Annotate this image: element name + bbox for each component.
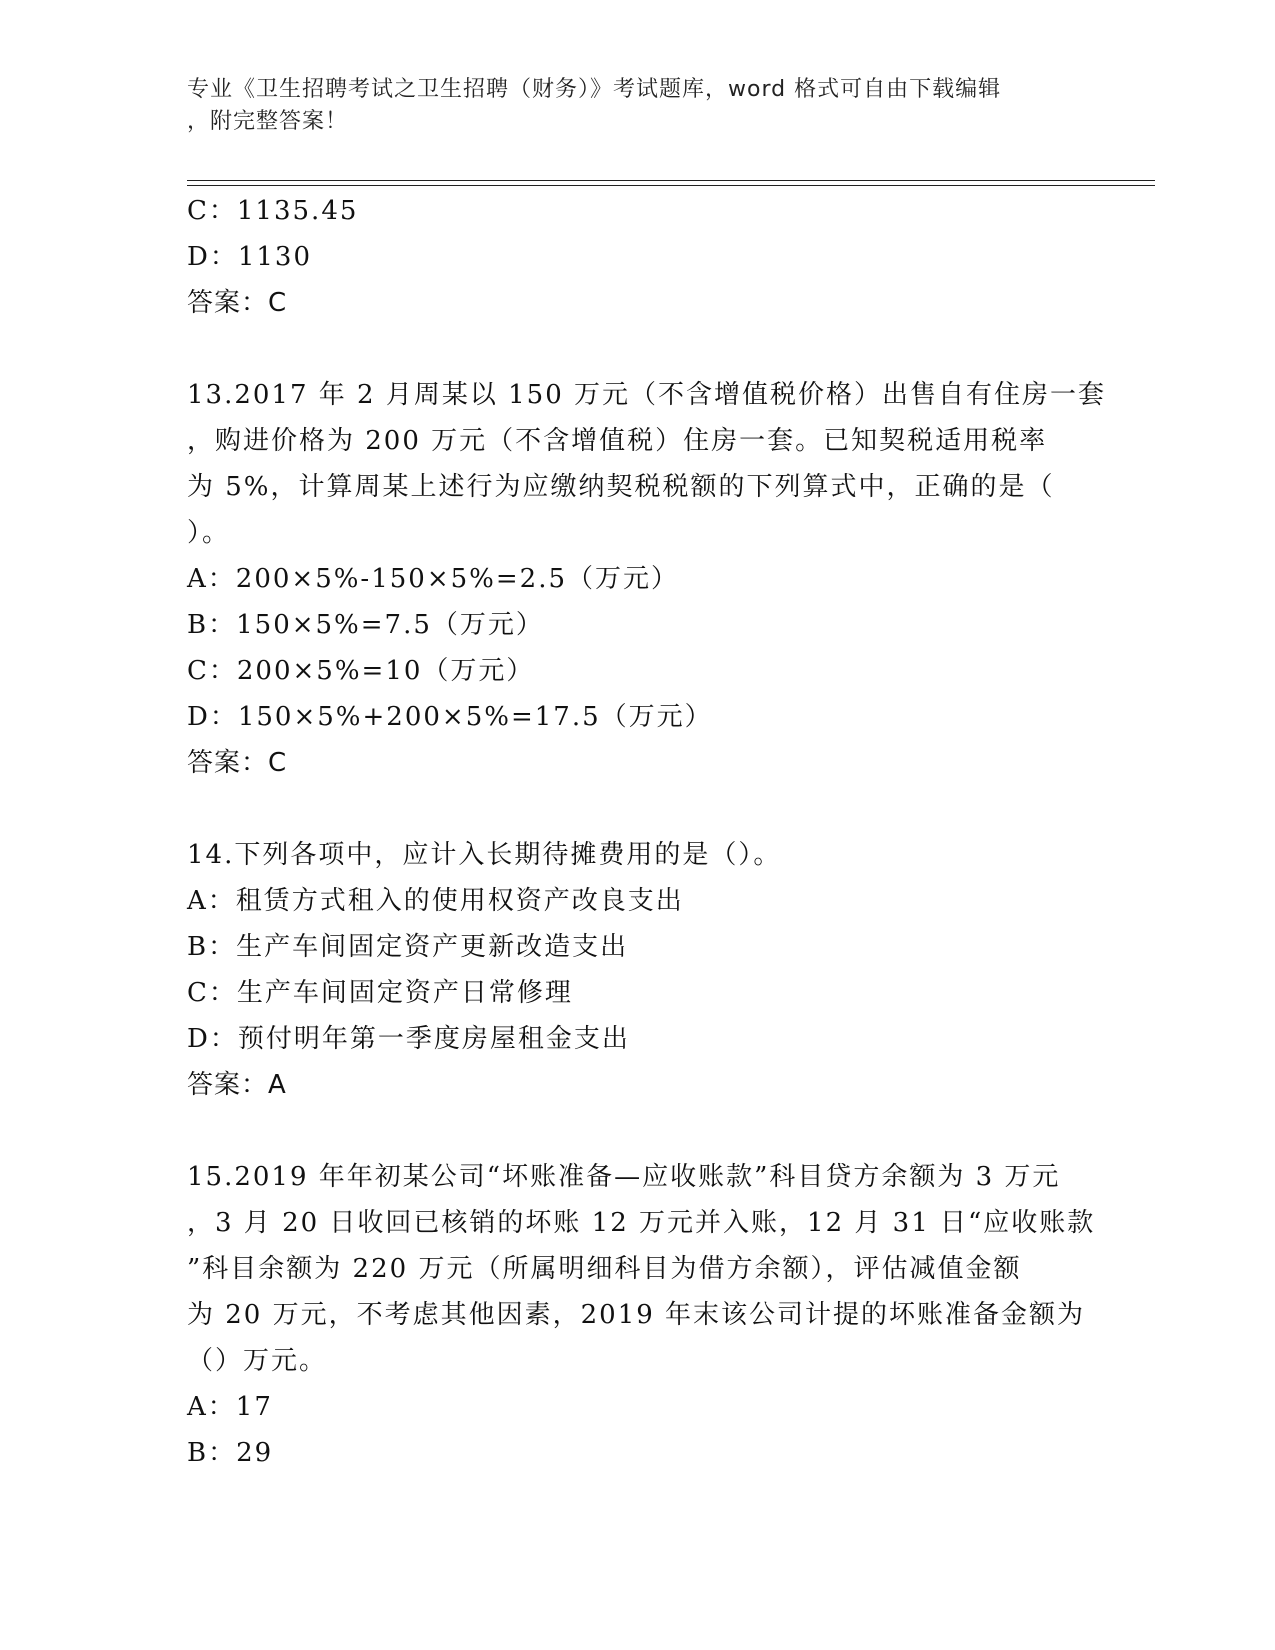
question-15 bbox=[187, 1154, 1096, 1476]
question-stem-line: 15.2019 年年初某公司“坏账准备—应收账款”科目贷方余额为 3 万元 bbox=[187, 1162, 1061, 1192]
question-13 bbox=[187, 372, 1107, 786]
question-stem-line: （）万元。 bbox=[187, 1346, 328, 1376]
question-stem-line: ，3 月 20 日收回已核销的坏账 12 万元并入账，12 月 31 日“应收账款 bbox=[187, 1208, 1096, 1238]
header-line-1: 专业《卫生招聘考试之卫生招聘（财务）》考试题库，word 格式可自由下载编辑 bbox=[187, 77, 1002, 102]
spacer bbox=[187, 786, 1087, 832]
question-stem-line: 为 5%，计算周某上述行为应缴纳契税税额的下列算式中，正确的是（ bbox=[187, 472, 1055, 502]
answer-line: 答案：C bbox=[187, 748, 288, 778]
question-stem-line: ）。 bbox=[187, 518, 231, 548]
document-header bbox=[187, 74, 1067, 138]
option-d: D：1130 bbox=[187, 242, 313, 272]
spacer bbox=[187, 326, 1087, 372]
option-d: D：预付明年第一季度房屋租金支出 bbox=[187, 1024, 630, 1054]
question-stem-line: 14.下列各项中，应计入长期待摊费用的是（）。 bbox=[187, 840, 782, 870]
question-stem-line: 13.2017 年 2 月周某以 150 万元（不含增值税价格）出售自有住房一套 bbox=[187, 380, 1107, 410]
option-a: A：200×5%-150×5%=2.5（万元） bbox=[187, 564, 680, 594]
answer-line: 答案：A bbox=[187, 1070, 287, 1100]
question-stem-line: 为 20 万元，不考虑其他因素，2019 年末该公司计提的坏账准备金额为 bbox=[187, 1300, 1086, 1330]
option-c: C：200×5%=10（万元） bbox=[187, 656, 535, 686]
option-a: A：17 bbox=[187, 1392, 273, 1422]
header-divider-top bbox=[187, 180, 1155, 181]
question-12 bbox=[187, 188, 1087, 326]
header-line-2: ，附完整答案！ bbox=[187, 109, 349, 134]
option-b: B：150×5%=7.5（万元） bbox=[187, 610, 544, 640]
question-list bbox=[187, 188, 1107, 1476]
option-b: B：生产车间固定资产更新改造支出 bbox=[187, 932, 629, 962]
option-c: C：1135.45 bbox=[187, 196, 359, 226]
option-b: B：29 bbox=[187, 1438, 274, 1468]
header-divider-bottom bbox=[187, 185, 1155, 186]
option-c: C：生产车间固定资产日常修理 bbox=[187, 978, 573, 1008]
option-d: D：150×5%+200×5%=17.5（万元） bbox=[187, 702, 713, 732]
spacer bbox=[187, 1108, 1087, 1154]
question-stem-line: ”科目余额为 220 万元（所属明细科目为借方余额），评估减值金额 bbox=[187, 1254, 1022, 1284]
question-stem-line: ，购进价格为 200 万元（不含增值税）住房一套。已知契税适用税率 bbox=[187, 426, 1048, 456]
option-a: A：租赁方式租入的使用权资产改良支出 bbox=[187, 886, 684, 916]
answer-line: 答案：C bbox=[187, 288, 288, 318]
question-14 bbox=[187, 832, 1087, 1108]
